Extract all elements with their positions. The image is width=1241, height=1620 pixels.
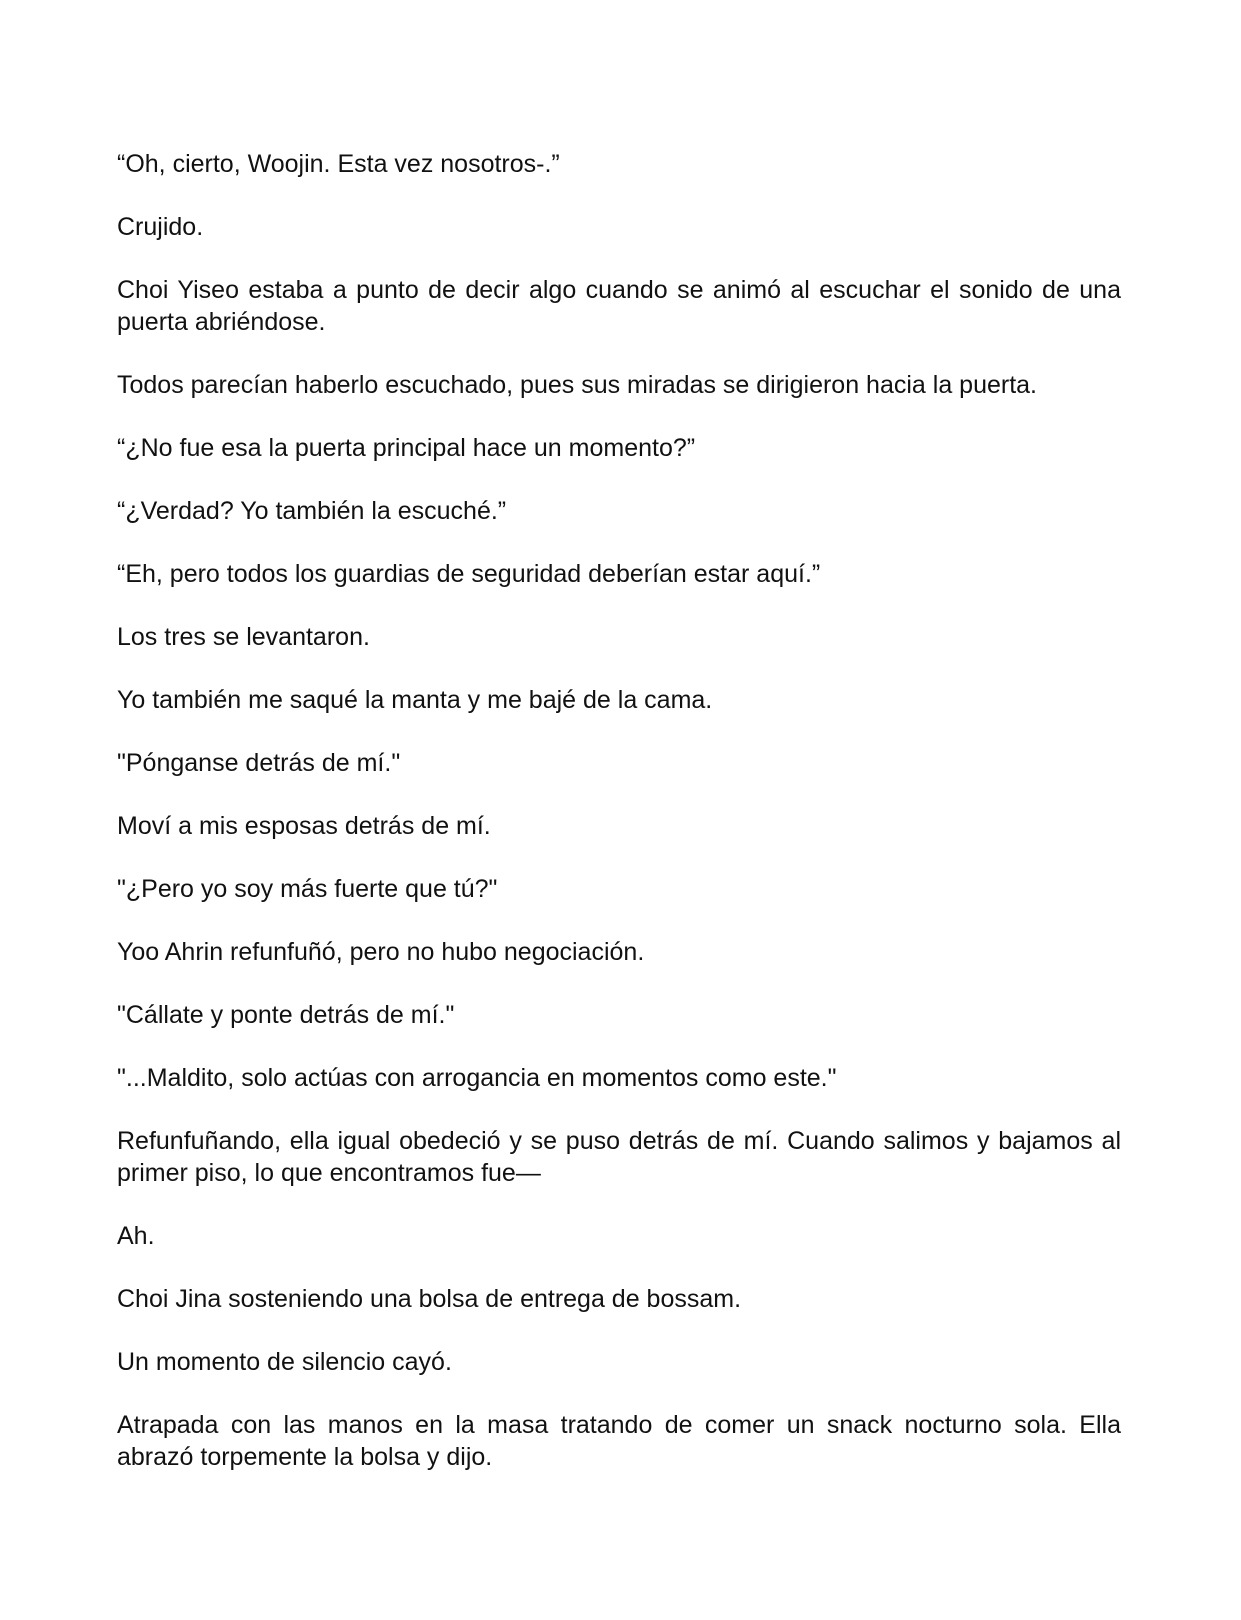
paragraph: “Oh, cierto, Woojin. Esta vez nosotros-.”	[117, 150, 560, 178]
paragraph: Choi Jina sosteniendo una bolsa de entrega de bossam.	[117, 1285, 742, 1313]
paragraph: "Pónganse detrás de mí."	[117, 749, 401, 777]
paragraph: “¿Verdad? Yo también la escuché.”	[117, 497, 507, 525]
paragraph: Atrapada con las manos en la masa tratando de comer un snack nocturno sola. Ella abrazó torpemente la bolsa y dijo.	[117, 1411, 1121, 1471]
paragraph: "Cállate y ponte detrás de mí."	[117, 1001, 455, 1029]
paragraph: Crujido.	[117, 213, 204, 241]
paragraph: “¿No fue esa la puerta principal hace un momento?”	[117, 434, 696, 462]
paragraph: Los tres se levantaron.	[117, 623, 370, 651]
paragraph: Yoo Ahrin refunfuñó, pero no hubo negociación.	[117, 938, 645, 966]
paragraph: "¿Pero yo soy más fuerte que tú?"	[117, 875, 498, 903]
paragraph: "...Maldito, solo actúas con arrogancia en momentos como este."	[117, 1064, 837, 1092]
paragraph: “Eh, pero todos los guardias de seguridad deberían estar aquí.”	[117, 560, 821, 588]
body-text	[117, 148, 1121, 1473]
paragraph: Choi Yiseo estaba a punto de decir algo cuando se animó al escuchar el sonido de una puerta abriéndose.	[117, 276, 1121, 336]
paragraph: Todos parecían haberlo escuchado, pues sus miradas se dirigieron hacia la puerta.	[117, 371, 1037, 399]
paragraph: Un momento de silencio cayó.	[117, 1348, 452, 1376]
paragraph: Yo también me saqué la manta y me bajé de la cama.	[117, 686, 713, 714]
paragraph: Ah.	[117, 1222, 155, 1250]
paragraph: Moví a mis esposas detrás de mí.	[117, 812, 491, 840]
paragraph: Refunfuñando, ella igual obedeció y se puso detrás de mí. Cuando salimos y bajamos al primer piso, lo que encontramos fue—	[117, 1127, 1121, 1187]
